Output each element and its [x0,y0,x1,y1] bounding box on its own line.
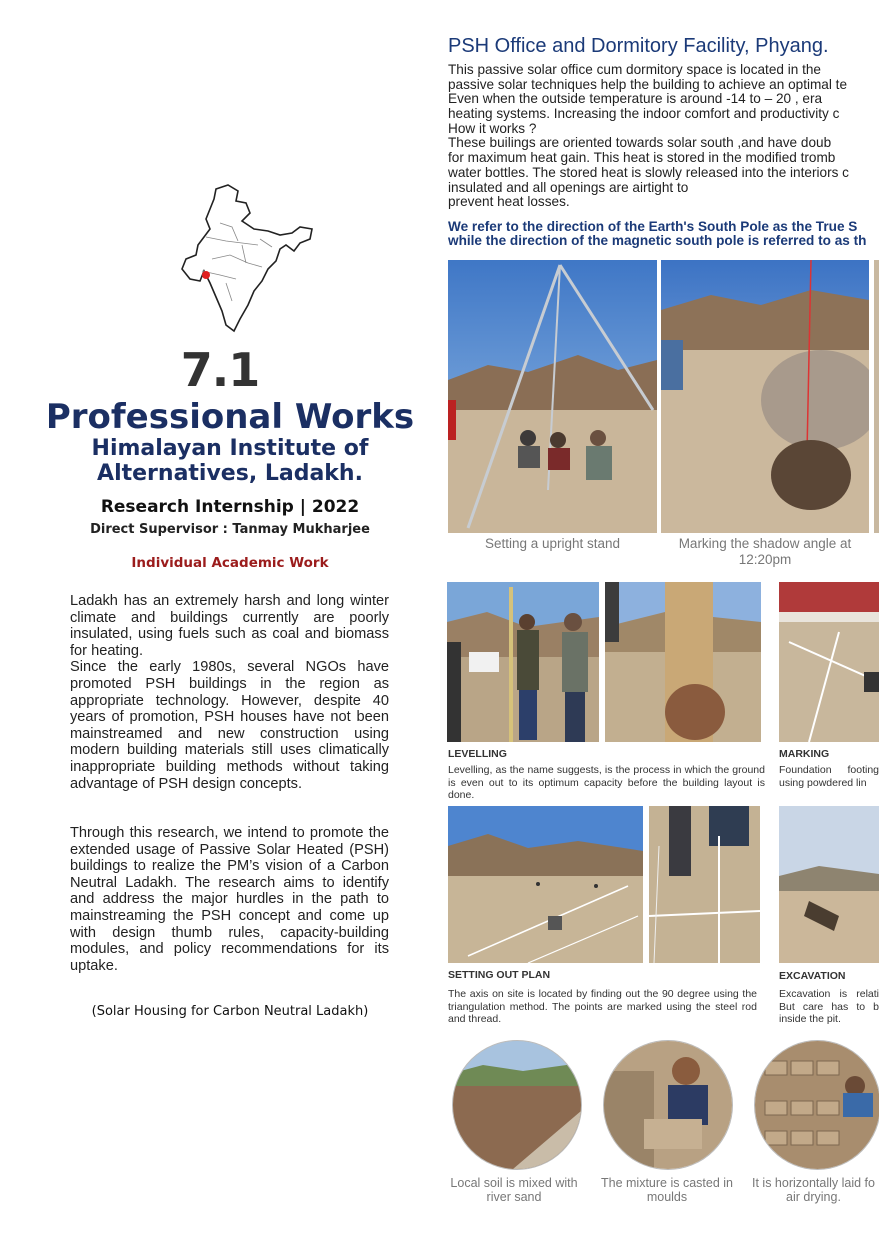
research-paragraph-text: Through this research, we intend to promote the extended usage of Passive Solar Heated (PSH) buildings to realize the PM’s vision of a Carbon Neutral Ladakh. The research aims to identify and address the major hurdles in the path to mainstreaming the PSH concept and come up with design thumb rules, capacity-building modules, and policy recommendations for its uptake. [70,825,389,974]
project-title: PSH Office and Dormitory Facility, Phyang. [448,35,829,57]
research-paragraph [70,825,389,974]
caption-upright-stand: Setting a upright stand [484,536,621,551]
description-line: for maximum heat gain. This heat is stored in the modified tromb [448,150,836,166]
caption-air-drying: It is horizontally laid fo air drying. [752,1176,875,1204]
supervisor-label: Direct Supervisor : Tanmay Mukharjee [90,522,370,537]
work-type-label: Individual Academic Work [131,555,329,571]
india-map-illustration [176,183,316,335]
photo-levelling-1 [447,582,599,742]
section-number: 7.1 [180,343,260,397]
marking-heading: MARKING [779,748,830,760]
photo-soil-mixing [452,1040,582,1170]
internship-label: Research Internship | 2022 [100,497,360,517]
location-marker [202,271,210,279]
caption-casting-moulds: The mixture is casted in moulds [601,1176,733,1204]
photo-casting-moulds [603,1040,733,1170]
institute-line-2: Alternatives, Ladakh. [97,461,363,486]
intro-paragraph-2: Since the early 1980s, several NGOs have promoted PSH buildings in the region as appropriate technology. However, despite 40 years of promotion, PSH houses have not been mainstreamed and new construction using modern building materials still uses climatically inappropriate building methods without taking advantage of PSH design concepts. [70,659,389,792]
setting-out-heading: SETTING OUT PLAN [448,969,551,981]
description-line: prevent heat losses. [448,194,570,210]
photo-shadow-angle [661,260,869,533]
institute-line-1: Himalayan Institute of [91,436,369,461]
description-line: water bottles. The stored heat is slowly released into the interiors c [448,164,849,180]
description-line: passive solar techniques help the building to achieve an optimal te [448,76,848,92]
photo-excavation [779,806,879,963]
caption-soil-mixing: Local soil is mixed with river sand [450,1176,578,1204]
description-line: How it works ? [448,120,537,136]
marking-description: Foundation footing using powdered lin [779,764,879,789]
setting-out-description: The axis on site is located by finding out the 90 degree using the triangulation method. The points are marked using the steel rod and thread. [448,988,757,1026]
levelling-description: Levelling, as the name suggests, is the process in which the ground is even out to its optimum capacity before the building layout is done. [448,764,765,802]
description-line: This passive solar office cum dormitory space is located in the [448,63,821,77]
description-line: Even when the outside temperature is around -14 to – 20 , era [448,91,823,107]
photo-air-drying [754,1040,879,1170]
excavation-description: Excavation is relati But care has to b inside the pit. [779,988,879,1026]
photo-upright-stand [448,260,657,533]
levelling-heading: LEVELLING [448,748,507,760]
intro-paragraph [70,593,389,792]
photo-setting-out-1 [448,806,643,963]
photo-setting-out-2 [649,806,760,963]
note-line-1: We refer to the direction of the Earth's South Pole as the True S [448,220,858,234]
description-line: These builings are oriented towards solar south ,and have doub [448,135,832,151]
intro-paragraph-1: Ladakh has an extremely harsh and long winter climate and buildings currently are poorly insulated, using fuels such as coal and biomass for heating. [70,593,389,659]
photo-partial [874,260,879,533]
description-line: insulated and all openings are airtight to [448,179,689,195]
project-description [448,63,879,210]
photo-levelling-2 [605,582,761,742]
description-line: heating systems. Increasing the indoor comfort and productivity c [448,106,840,122]
project-caption: (Solar Housing for Carbon Neutral Ladakh) [91,1004,369,1019]
true-south-note [448,220,879,248]
caption-shadow-angle: Marking the shadow angle at 12:20pm [678,536,852,567]
section-heading: Professional Works [45,397,415,437]
excavation-heading: EXCAVATION [779,970,846,982]
photo-marking [779,582,879,742]
institute-name [0,436,460,486]
note-line-2: while the direction of the magnetic south pole is referred to as th [448,233,867,248]
